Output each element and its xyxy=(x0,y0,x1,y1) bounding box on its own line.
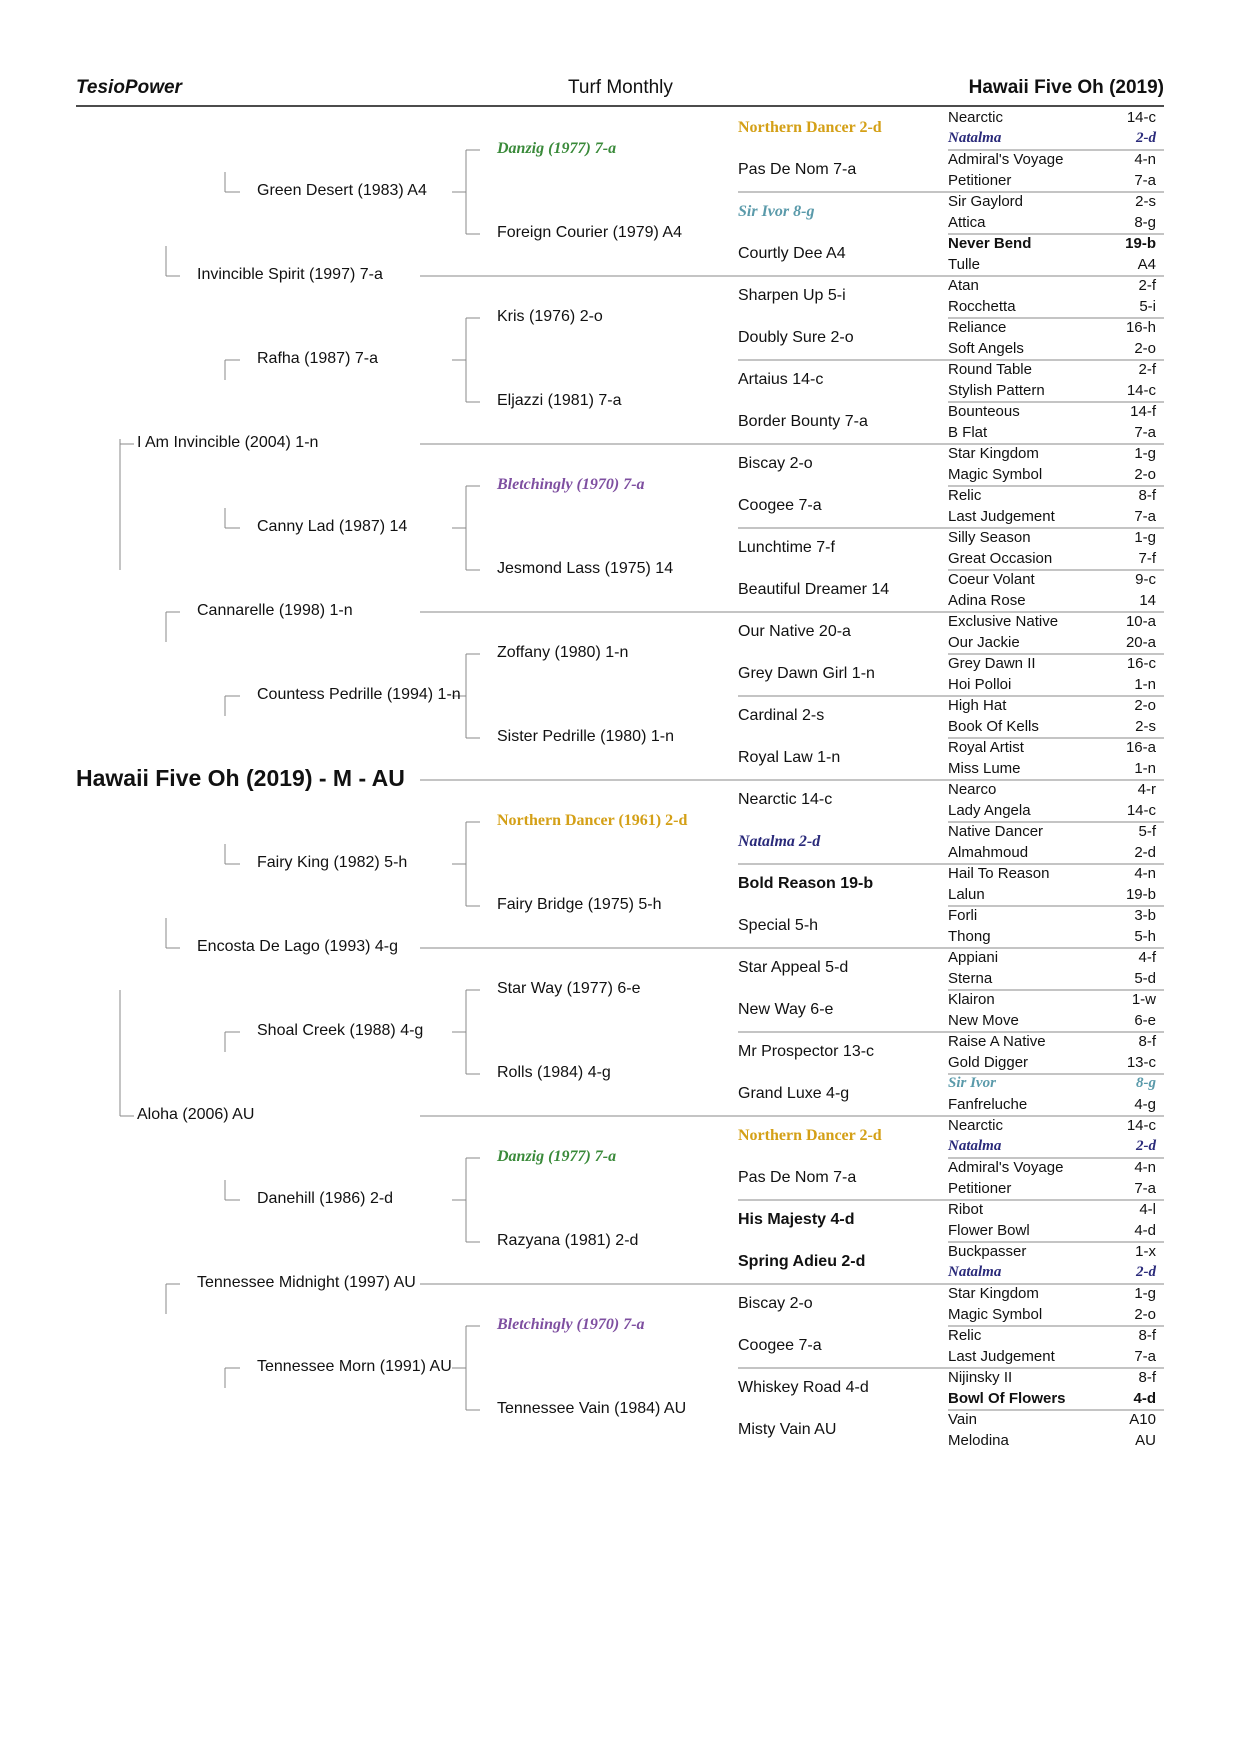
gen2-entry: Invincible Spirit (1997) 7-a xyxy=(197,266,383,283)
gen6-code: AU xyxy=(1135,1431,1156,1449)
gen5-entry: New Way 6-e xyxy=(738,1001,834,1018)
gen6-code: 4-r xyxy=(1137,780,1156,798)
gen6-code: 20-a xyxy=(1125,633,1156,651)
gen6-code: 4-d xyxy=(1134,1221,1156,1239)
gen6-code: 10-a xyxy=(1125,612,1156,630)
gen6-name: Nearco xyxy=(948,780,997,798)
gen6-code: 4-n xyxy=(1134,150,1156,168)
gen6-name: Sterna xyxy=(948,969,993,987)
gen6-name: Soft Angels xyxy=(948,339,1024,357)
gen5-entry: Mr Prospector 13-c xyxy=(738,1043,875,1060)
gen4-entry: Bletchingly (1970) 7-a xyxy=(497,476,645,493)
gen5-entry: Biscay 2-o xyxy=(738,455,813,472)
gen4-entry: Star Way (1977) 6-e xyxy=(497,980,641,997)
gen6-name: Gold Digger xyxy=(948,1053,1029,1071)
gen5-entry: Courtly Dee A4 xyxy=(738,245,846,262)
gen6-code: 5-f xyxy=(1138,822,1156,840)
gen6-name: Flower Bowl xyxy=(948,1221,1030,1239)
gen3-entry: Canny Lad (1987) 14 xyxy=(257,518,408,535)
gen6-name: Great Occasion xyxy=(948,549,1053,567)
gen4-entry: Danzig (1977) 7-a xyxy=(497,140,617,157)
gen6-name: Rocchetta xyxy=(948,297,1016,315)
gen6-code: 2-o xyxy=(1134,339,1156,357)
gen6-code: 2-d xyxy=(1134,843,1156,861)
gen6-name: Star Kingdom xyxy=(948,444,1039,462)
gen6-name: Book Of Kells xyxy=(948,717,1039,735)
gen6-name: Miss Lume xyxy=(948,759,1021,777)
gen5-entry: Grey Dawn Girl 1-n xyxy=(738,665,875,682)
gen6-code: 14-f xyxy=(1130,402,1156,420)
gen1-entry: Aloha (2006) AU xyxy=(137,1106,255,1123)
gen6-code: 8-f xyxy=(1138,1326,1156,1344)
gen5-entry: Nearctic 14-c xyxy=(738,791,833,808)
gen6-code: 4-l xyxy=(1139,1200,1156,1218)
gen6-code: 3-b xyxy=(1134,906,1156,924)
gen4-entry: Eljazzi (1981) 7-a xyxy=(497,392,622,409)
gen6-name: Royal Artist xyxy=(948,738,1024,756)
gen6-name: Atan xyxy=(948,276,979,294)
gen4-entry: Rolls (1984) 4-g xyxy=(497,1064,611,1081)
gen6-name: Our Jackie xyxy=(948,633,1020,651)
gen6-code: 4-d xyxy=(1133,1389,1156,1407)
gen6-code: 14-c xyxy=(1126,381,1156,399)
gen6-code: 5-h xyxy=(1134,927,1156,945)
gen2-entry: Encosta De Lago (1993) 4-g xyxy=(197,938,399,955)
gen6-name: Natalma xyxy=(948,129,1002,146)
gen5-entry: Cardinal 2-s xyxy=(738,707,825,724)
gen6-code: 19-b xyxy=(1125,234,1156,252)
gen6-name: Lalun xyxy=(948,885,985,903)
gen5-entry: Sharpen Up 5-i xyxy=(738,287,846,304)
gen6-code: 8-f xyxy=(1138,1368,1156,1386)
gen4-entry: Zoffany (1980) 1-n xyxy=(497,644,629,661)
gen3-entry: Countess Pedrille (1994) 1-n xyxy=(257,686,461,703)
gen5-entry: Coogee 7-a xyxy=(738,497,822,514)
brand-title: TesioPower xyxy=(76,77,182,98)
gen6-name: Last Judgement xyxy=(948,507,1055,525)
gen6-code: 8-f xyxy=(1138,1032,1156,1050)
gen6-name: Stylish Pattern xyxy=(948,381,1045,399)
gen5-entry: Doubly Sure 2-o xyxy=(738,329,854,346)
gen6-code: 2-f xyxy=(1138,360,1156,378)
gen5-entry: Pas De Nom 7-a xyxy=(738,161,857,178)
gen5-entry: Special 5-h xyxy=(738,917,819,934)
gen6-name: Raise A Native xyxy=(948,1032,1046,1050)
gen6-name: Hail To Reason xyxy=(948,864,1050,882)
gen6-code: 13-c xyxy=(1126,1053,1156,1071)
gen6-code: 7-f xyxy=(1138,549,1156,567)
gen6-name: Last Judgement xyxy=(948,1347,1055,1365)
gen6-code: 14-c xyxy=(1126,1116,1156,1134)
gen5-entry: Misty Vain AU xyxy=(738,1421,837,1438)
gen6-code: 9-c xyxy=(1135,570,1156,588)
gen6-code: 1-x xyxy=(1135,1242,1156,1260)
gen3-entry: Rafha (1987) 7-a xyxy=(257,350,378,367)
gen6-code: 5-d xyxy=(1134,969,1156,987)
gen6-code: 2-d xyxy=(1136,1137,1156,1154)
gen3-entry: Shoal Creek (1988) 4-g xyxy=(257,1022,424,1039)
gen5-entry: Pas De Nom 7-a xyxy=(738,1169,857,1186)
gen6-code: 14-c xyxy=(1126,108,1156,126)
gen6-name: Native Dancer xyxy=(948,822,1044,840)
gen6-name: Exclusive Native xyxy=(948,612,1059,630)
gen6-name: Almahmoud xyxy=(948,843,1029,861)
gen5-entry: Border Bounty 7-a xyxy=(738,413,868,430)
gen6-name: Relic xyxy=(948,486,982,504)
gen5-entry: Royal Law 1-n xyxy=(738,749,841,766)
gen6-code: 4-f xyxy=(1138,948,1156,966)
gen6-name: Bounteous xyxy=(948,402,1020,420)
gen6-name: Natalma xyxy=(948,1263,1002,1280)
gen6-code: 2-f xyxy=(1138,276,1156,294)
gen3-entry: Tennessee Morn (1991) AU xyxy=(257,1358,452,1375)
gen5-entry: Grand Luxe 4-g xyxy=(738,1085,850,1102)
gen6-code: A4 xyxy=(1137,255,1156,273)
gen5-entry: Sir Ivor 8-g xyxy=(738,203,815,220)
gen6-code: 4-n xyxy=(1134,864,1156,882)
gen6-name: Admiral's Voyage xyxy=(948,150,1064,168)
gen6-code: 19-b xyxy=(1125,885,1156,903)
gen6-code: 1-g xyxy=(1134,528,1156,546)
gen1-entry: I Am Invincible (2004) 1-n xyxy=(137,434,319,451)
gen6-name: Coeur Volant xyxy=(948,570,1035,588)
gen6-name: Lady Angela xyxy=(948,801,1031,819)
gen6-code: 14 xyxy=(1139,591,1156,609)
gen6-code: A10 xyxy=(1129,1410,1156,1428)
gen6-code: 5-i xyxy=(1139,297,1156,315)
gen4-entry: Jesmond Lass (1975) 14 xyxy=(497,560,674,577)
gen6-code: 4-n xyxy=(1134,1158,1156,1176)
gen5-entry: Biscay 2-o xyxy=(738,1295,813,1312)
gen6-code: 2-o xyxy=(1134,465,1156,483)
gen5-entry: Beautiful Dreamer 14 xyxy=(738,581,890,598)
gen3-entry: Green Desert (1983) A4 xyxy=(257,182,427,199)
gen6-name: Thong xyxy=(948,927,991,945)
gen5-entry: Lunchtime 7-f xyxy=(738,539,835,556)
gen6-name: Hoi Polloi xyxy=(948,675,1012,693)
gen6-name: Nearctic xyxy=(948,1116,1004,1134)
gen6-code: 1-n xyxy=(1134,759,1156,777)
gen6-name: Adina Rose xyxy=(948,591,1026,609)
gen4-entry: Danzig (1977) 7-a xyxy=(497,1148,617,1165)
subject-horse: Hawaii Five Oh (2019) - M - AU xyxy=(76,765,405,791)
gen6-name: Appiani xyxy=(948,948,999,966)
gen6-code: 7-a xyxy=(1134,507,1156,525)
gen5-entry: Artaius 14-c xyxy=(738,371,824,388)
gen5-entry: Whiskey Road 4-d xyxy=(738,1379,869,1396)
gen2-entry: Tennessee Midnight (1997) AU xyxy=(197,1274,416,1291)
gen6-name: Admiral's Voyage xyxy=(948,1158,1064,1176)
gen6-name: B Flat xyxy=(948,423,988,441)
gen5-entry: Spring Adieu 2-d xyxy=(738,1253,866,1270)
gen6-code: 14-c xyxy=(1126,801,1156,819)
gen6-code: 2-d xyxy=(1136,1263,1156,1280)
gen6-name: Petitioner xyxy=(948,171,1012,189)
gen6-code: 7-a xyxy=(1134,171,1156,189)
gen4-entry: Northern Dancer (1961) 2-d xyxy=(497,812,688,829)
gen6-name: Magic Symbol xyxy=(948,1305,1043,1323)
gen6-name: Petitioner xyxy=(948,1179,1012,1197)
gen6-code: 4-g xyxy=(1134,1095,1156,1113)
gen6-name: Tulle xyxy=(948,255,980,273)
gen5-entry: His Majesty 4-d xyxy=(738,1211,855,1228)
gen2-entry: Cannarelle (1998) 1-n xyxy=(197,602,353,619)
gen6-name: Natalma xyxy=(948,1137,1002,1154)
publication-title: Turf Monthly xyxy=(568,77,673,98)
gen6-name: Relic xyxy=(948,1326,982,1344)
gen3-entry: Danehill (1986) 2-d xyxy=(257,1190,394,1207)
gen6-name: Star Kingdom xyxy=(948,1284,1039,1302)
gen4-entry: Kris (1976) 2-o xyxy=(497,308,603,325)
gen6-code: 2-d xyxy=(1136,129,1156,146)
gen6-code: 8-g xyxy=(1134,213,1156,231)
gen6-name: Attica xyxy=(948,213,986,231)
gen6-code: 7-a xyxy=(1134,1347,1156,1365)
gen4-entry: Foreign Courier (1979) A4 xyxy=(497,224,682,241)
gen6-code: 2-s xyxy=(1135,717,1156,735)
gen6-name: Fanfreluche xyxy=(948,1095,1028,1113)
gen5-entry: Northern Dancer 2-d xyxy=(738,1127,882,1144)
gen5-entry: Our Native 20-a xyxy=(738,623,851,640)
gen6-code: 1-n xyxy=(1134,675,1156,693)
gen6-code: 1-w xyxy=(1131,990,1156,1008)
gen6-name: Grey Dawn II xyxy=(948,654,1036,672)
gen4-entry: Bletchingly (1970) 7-a xyxy=(497,1316,645,1333)
gen6-name: New Move xyxy=(948,1011,1019,1029)
gen6-code: 8-f xyxy=(1138,486,1156,504)
gen6-name: Bowl Of Flowers xyxy=(948,1389,1066,1407)
gen6-name: Sir Ivor xyxy=(948,1074,996,1091)
gen6-name: High Hat xyxy=(948,696,1007,714)
gen6-code: 2-o xyxy=(1134,1305,1156,1323)
gen6-name: Reliance xyxy=(948,318,1007,336)
gen6-name: Buckpasser xyxy=(948,1242,1027,1260)
gen6-name: Vain xyxy=(948,1410,977,1428)
gen6-name: Silly Season xyxy=(948,528,1031,546)
gen6-name: Nijinsky II xyxy=(948,1368,1013,1386)
gen5-entry: Natalma 2-d xyxy=(738,833,821,850)
gen4-entry: Razyana (1981) 2-d xyxy=(497,1232,639,1249)
gen6-name: Nearctic xyxy=(948,108,1004,126)
gen4-entry: Tennessee Vain (1984) AU xyxy=(497,1400,687,1417)
gen6-code: 6-e xyxy=(1134,1011,1156,1029)
gen6-code: 7-a xyxy=(1134,423,1156,441)
gen6-code: 8-g xyxy=(1136,1074,1156,1091)
gen6-code: 16-a xyxy=(1125,738,1156,756)
gen6-name: Round Table xyxy=(948,360,1032,378)
gen6-code: 7-a xyxy=(1134,1179,1156,1197)
gen5-entry: Coogee 7-a xyxy=(738,1337,822,1354)
gen6-name: Melodina xyxy=(948,1431,1009,1449)
gen6-code: 1-g xyxy=(1134,1284,1156,1302)
gen6-code: 1-g xyxy=(1134,444,1156,462)
gen6-name: Magic Symbol xyxy=(948,465,1043,483)
gen6-code: 2-o xyxy=(1134,696,1156,714)
horse-title: Hawaii Five Oh (2019) xyxy=(968,77,1164,98)
gen5-entry: Northern Dancer 2-d xyxy=(738,119,882,136)
gen6-code: 16-h xyxy=(1125,318,1156,336)
gen6-name: Never Bend xyxy=(948,234,1032,252)
gen6-code: 16-c xyxy=(1126,654,1156,672)
gen4-entry: Fairy Bridge (1975) 5-h xyxy=(497,896,662,913)
gen6-name: Forli xyxy=(948,906,978,924)
gen6-name: Ribot xyxy=(948,1200,984,1218)
gen6-name: Sir Gaylord xyxy=(948,192,1024,210)
gen4-entry: Sister Pedrille (1980) 1-n xyxy=(497,728,674,745)
gen3-entry: Fairy King (1982) 5-h xyxy=(257,854,408,871)
gen6-code: 2-s xyxy=(1135,192,1156,210)
gen6-name: Klairon xyxy=(948,990,995,1008)
gen5-entry: Star Appeal 5-d xyxy=(738,959,849,976)
gen5-entry: Bold Reason 19-b xyxy=(738,875,874,892)
